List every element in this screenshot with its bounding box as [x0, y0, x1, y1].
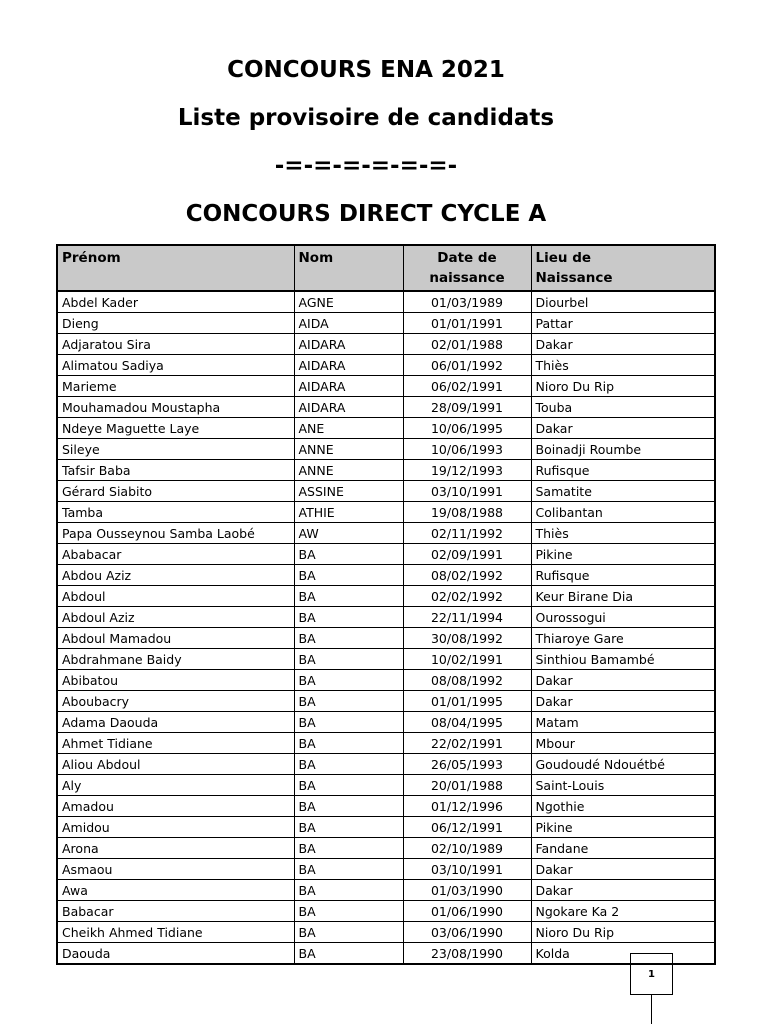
cell-date: 19/08/1988: [403, 502, 531, 523]
cell-prenom: Tamba: [57, 502, 294, 523]
cell-prenom: Aboubacry: [57, 691, 294, 712]
cell-date: 08/08/1992: [403, 670, 531, 691]
table-row: [57, 796, 715, 817]
cell-lieu: Dakar: [531, 418, 715, 439]
cell-prenom: Awa: [57, 880, 294, 901]
cell-date: 01/12/1996: [403, 796, 531, 817]
column-header-date-line1: Date de: [437, 250, 497, 266]
column-header-lieu: [531, 245, 715, 291]
cell-lieu: Fandane: [531, 838, 715, 859]
cell-lieu: Keur Birane Dia: [531, 586, 715, 607]
cell-nom: BA: [294, 733, 403, 754]
cell-nom: ATHIE: [294, 502, 403, 523]
cell-date: 01/01/1991: [403, 313, 531, 334]
cell-date: 23/08/1990: [403, 943, 531, 965]
cell-prenom: Ahmet Tidiane: [57, 733, 294, 754]
table-row: [57, 880, 715, 901]
table-row: [57, 628, 715, 649]
cell-date: 10/06/1995: [403, 418, 531, 439]
cell-prenom: Gérard Siabito: [57, 481, 294, 502]
cell-date: 01/03/1990: [403, 880, 531, 901]
cell-prenom: Tafsir Baba: [57, 460, 294, 481]
cell-prenom: Adjaratou Sira: [57, 334, 294, 355]
cell-nom: BA: [294, 544, 403, 565]
cell-date: 06/12/1991: [403, 817, 531, 838]
cell-nom: BA: [294, 670, 403, 691]
cell-lieu: Dakar: [531, 859, 715, 880]
cell-date: 22/11/1994: [403, 607, 531, 628]
cell-nom: BA: [294, 691, 403, 712]
cell-prenom: Cheikh Ahmed Tidiane: [57, 922, 294, 943]
cell-lieu: Pattar: [531, 313, 715, 334]
cell-prenom: Dieng: [57, 313, 294, 334]
cell-lieu: Ourossogui: [531, 607, 715, 628]
cell-prenom: Babacar: [57, 901, 294, 922]
cell-nom: AIDARA: [294, 376, 403, 397]
cell-prenom: Marieme: [57, 376, 294, 397]
cell-lieu: Ngokare Ka 2: [531, 901, 715, 922]
cell-prenom: Abdrahmane Baidy: [57, 649, 294, 670]
table-row: [57, 334, 715, 355]
header-row: [57, 245, 715, 291]
table-row: [57, 502, 715, 523]
cell-nom: ANE: [294, 418, 403, 439]
cell-nom: ANNE: [294, 460, 403, 481]
cell-prenom: Abibatou: [57, 670, 294, 691]
cell-lieu: Sinthiou Bamambé: [531, 649, 715, 670]
cell-date: 20/01/1988: [403, 775, 531, 796]
table-row: [57, 565, 715, 586]
cell-prenom: Adama Daouda: [57, 712, 294, 733]
table-row: [57, 397, 715, 418]
cell-prenom: Papa Ousseynou Samba Laobé: [57, 523, 294, 544]
cell-lieu: Nioro Du Rip: [531, 376, 715, 397]
cell-prenom: Abdoul: [57, 586, 294, 607]
cell-nom: BA: [294, 859, 403, 880]
cell-lieu: Dakar: [531, 880, 715, 901]
cell-prenom: Amidou: [57, 817, 294, 838]
cell-prenom: Daouda: [57, 943, 294, 965]
cell-date: 30/08/1992: [403, 628, 531, 649]
column-header-date: [403, 245, 531, 291]
table-row: [57, 901, 715, 922]
cell-nom: BA: [294, 565, 403, 586]
cell-date: 08/04/1995: [403, 712, 531, 733]
cell-prenom: Alimatou Sadiya: [57, 355, 294, 376]
table-row: [57, 943, 715, 965]
cell-lieu: Saint-Louis: [531, 775, 715, 796]
table-row: [57, 313, 715, 334]
cell-lieu: Samatite: [531, 481, 715, 502]
cell-date: 26/05/1993: [403, 754, 531, 775]
table-row: [57, 817, 715, 838]
column-header-lieu-line1: Lieu de: [535, 250, 592, 266]
cell-nom: ANNE: [294, 439, 403, 460]
table-row: [57, 586, 715, 607]
cell-date: 03/10/1991: [403, 859, 531, 880]
cell-nom: BA: [294, 817, 403, 838]
cell-prenom: Aly: [57, 775, 294, 796]
cell-prenom: Abdoul Mamadou: [57, 628, 294, 649]
cell-prenom: Ababacar: [57, 544, 294, 565]
cell-lieu: Pikine: [531, 544, 715, 565]
table-row: [57, 523, 715, 544]
cell-prenom: Ndeye Maguette Laye: [57, 418, 294, 439]
cell-lieu: Pikine: [531, 817, 715, 838]
column-header-nom: Nom: [294, 245, 403, 291]
cell-lieu: Touba: [531, 397, 715, 418]
table-row: [57, 355, 715, 376]
table-row: [57, 460, 715, 481]
cell-lieu: Nioro Du Rip: [531, 922, 715, 943]
cell-date: 10/06/1993: [403, 439, 531, 460]
page-number-connector: [651, 995, 652, 1024]
cell-date: 03/10/1991: [403, 481, 531, 502]
table-row: [57, 544, 715, 565]
cell-prenom: Aliou Abdoul: [57, 754, 294, 775]
cell-prenom: Abdel Kader: [57, 291, 294, 313]
cell-nom: BA: [294, 649, 403, 670]
cell-nom: BA: [294, 880, 403, 901]
table-header: [57, 245, 715, 291]
cell-lieu: Thiès: [531, 355, 715, 376]
cell-date: 28/09/1991: [403, 397, 531, 418]
candidates-table: [56, 244, 716, 965]
cell-date: 19/12/1993: [403, 460, 531, 481]
table-row: [57, 376, 715, 397]
cell-lieu: Dakar: [531, 670, 715, 691]
cell-date: 10/02/1991: [403, 649, 531, 670]
table-row: [57, 775, 715, 796]
cell-nom: BA: [294, 922, 403, 943]
cell-date: 06/02/1991: [403, 376, 531, 397]
cell-date: 01/06/1990: [403, 901, 531, 922]
table-row: [57, 754, 715, 775]
cell-date: 02/02/1992: [403, 586, 531, 607]
cell-nom: AW: [294, 523, 403, 544]
cell-prenom: Abdou Aziz: [57, 565, 294, 586]
table-row: [57, 712, 715, 733]
cell-lieu: Dakar: [531, 334, 715, 355]
cell-lieu: Thiès: [531, 523, 715, 544]
cell-prenom: Mouhamadou Moustapha: [57, 397, 294, 418]
cell-prenom: Arona: [57, 838, 294, 859]
cell-lieu: Goudoudé Ndouétbé: [531, 754, 715, 775]
table-row: [57, 838, 715, 859]
cell-lieu: Thiaroye Gare: [531, 628, 715, 649]
cell-nom: AIDARA: [294, 397, 403, 418]
cell-date: 03/06/1990: [403, 922, 531, 943]
cell-nom: AGNE: [294, 291, 403, 313]
table-row: [57, 691, 715, 712]
cell-nom: AIDARA: [294, 334, 403, 355]
cell-nom: BA: [294, 838, 403, 859]
table-row: [57, 859, 715, 880]
cell-date: 01/03/1989: [403, 291, 531, 313]
column-header-lieu-line2: Naissance: [535, 270, 613, 286]
table-row: [57, 481, 715, 502]
cell-nom: BA: [294, 607, 403, 628]
cell-lieu: Diourbel: [531, 291, 715, 313]
cell-nom: BA: [294, 586, 403, 607]
table-row: [57, 607, 715, 628]
cell-lieu: Boinadji Roumbe: [531, 439, 715, 460]
cell-prenom: Amadou: [57, 796, 294, 817]
cell-lieu: Rufisque: [531, 565, 715, 586]
document-subtitle: Liste provisoire de candidats: [177, 105, 555, 131]
cell-date: 06/01/1992: [403, 355, 531, 376]
cell-date: 01/01/1995: [403, 691, 531, 712]
cell-lieu: Rufisque: [531, 460, 715, 481]
section-heading: CONCOURS DIRECT CYCLE A: [185, 201, 547, 227]
table-body: [57, 291, 715, 964]
table-row: [57, 439, 715, 460]
cell-nom: ASSINE: [294, 481, 403, 502]
cell-lieu: Ngothie: [531, 796, 715, 817]
column-header-date-line2: naissance: [429, 270, 505, 286]
table-row: [57, 291, 715, 313]
cell-lieu: Colibantan: [531, 502, 715, 523]
table-row: [57, 733, 715, 754]
cell-date: 02/10/1989: [403, 838, 531, 859]
cell-lieu: Mbour: [531, 733, 715, 754]
cell-lieu: Dakar: [531, 691, 715, 712]
cell-lieu: Kolda: [531, 943, 715, 965]
cell-prenom: Sileye: [57, 439, 294, 460]
cell-nom: BA: [294, 754, 403, 775]
cell-nom: BA: [294, 775, 403, 796]
cell-nom: AIDA: [294, 313, 403, 334]
cell-date: 08/02/1992: [403, 565, 531, 586]
page-number-box: [630, 953, 673, 995]
column-header-prenom: Prénom: [57, 245, 294, 291]
title-separator: -=-=-=-=-=-=-: [274, 153, 458, 179]
page-number: 1: [648, 969, 655, 980]
cell-nom: BA: [294, 901, 403, 922]
cell-nom: BA: [294, 628, 403, 649]
table-row: [57, 649, 715, 670]
cell-lieu: Matam: [531, 712, 715, 733]
cell-nom: BA: [294, 712, 403, 733]
cell-date: 02/11/1992: [403, 523, 531, 544]
cell-nom: AIDARA: [294, 355, 403, 376]
table-row: [57, 418, 715, 439]
table-row: [57, 670, 715, 691]
cell-date: 22/02/1991: [403, 733, 531, 754]
cell-nom: BA: [294, 796, 403, 817]
cell-prenom: Asmaou: [57, 859, 294, 880]
cell-nom: BA: [294, 943, 403, 965]
cell-date: 02/01/1988: [403, 334, 531, 355]
document-title: CONCOURS ENA 2021: [227, 57, 505, 83]
cell-prenom: Abdoul Aziz: [57, 607, 294, 628]
cell-date: 02/09/1991: [403, 544, 531, 565]
table-row: [57, 922, 715, 943]
